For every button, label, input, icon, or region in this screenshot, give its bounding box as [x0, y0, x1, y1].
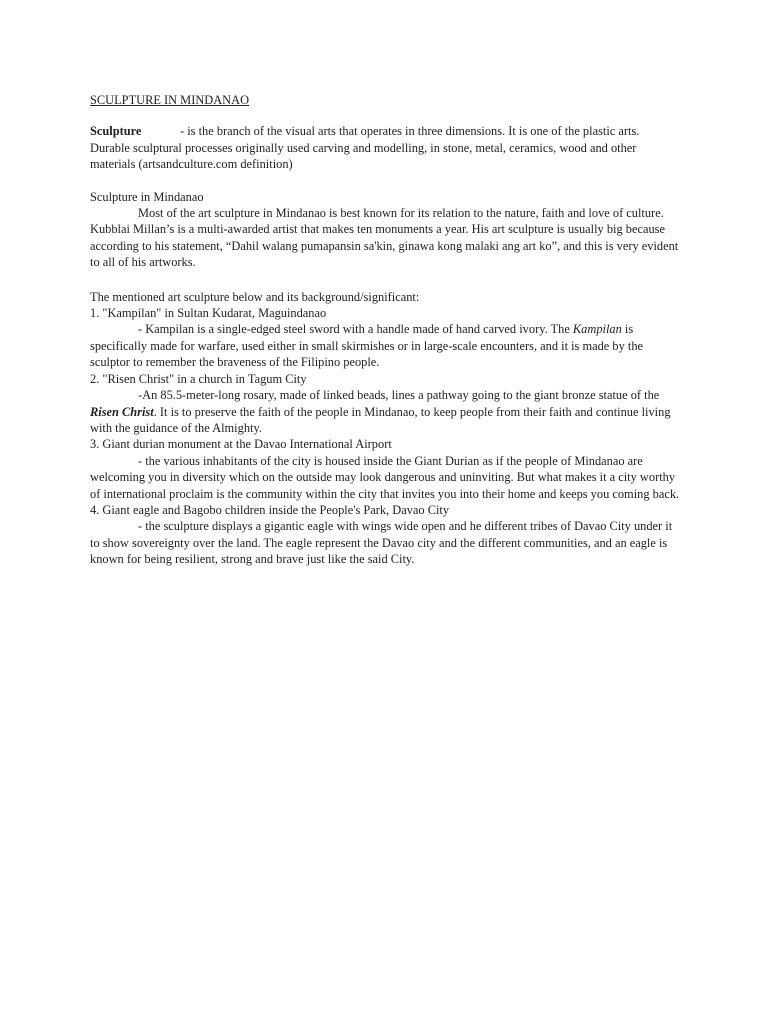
- item-heading: 2. "Risen Christ" in a church in Tagum City: [90, 371, 307, 386]
- item-body-text: - Kampilan is a single-edged steel sword with a handle made of hand carved ivory. The: [138, 322, 573, 337]
- list-intro: The mentioned art sculpture below and its background/significant:: [90, 289, 420, 304]
- item-body-text: . It is to preserve the faith of the people in Mindanao, to keep people from their faith and continue living with the guidance of the Almighty.: [90, 404, 671, 435]
- item-heading: 3. Giant durian monument at the Davao International Airport: [90, 437, 392, 452]
- item-body: - the sculpture displays a gigantic eagle with wings wide open and he different tribes of Davao City under it to show sovereignty over the land. The eagle represent the Davao city and the different communities, and an eagle is known for being resilient, strong and brave just like the said City.: [90, 519, 673, 567]
- list-item: [90, 502, 680, 568]
- item-emphasis: Risen Christ: [90, 404, 154, 419]
- item-heading: 4. Giant eagle and Bagobo children inside the People's Park, Davao City: [90, 502, 450, 517]
- document-page: [90, 92, 680, 568]
- definition-paragraph: [90, 123, 680, 172]
- item-body: [90, 387, 680, 436]
- list-item: [90, 436, 680, 502]
- document-title: SCULPTURE IN MINDANAO: [90, 93, 250, 107]
- definition-term: Sculpture: [90, 124, 142, 139]
- section-heading: Sculpture in Mindanao: [90, 189, 204, 204]
- item-body-text: -An 85.5-meter-long rosary, made of linked beads, lines a pathway going to the giant bronze statue of the: [138, 388, 660, 403]
- list-item: [90, 371, 680, 437]
- item-body: - the various inhabitants of the city is housed inside the Giant Durian as if the people of Mindanao are welcoming you in diversity which on the outside may look dangerous and uninviting. But what makes it a city worthy of international proclaim is the community within the city that invites you into their home and keeps you coming back.: [90, 453, 680, 501]
- item-heading: 1. "Kampilan" in Sultan Kudarat, Maguindanao: [90, 306, 327, 321]
- item-emphasis: Kampilan: [572, 322, 622, 337]
- intro-paragraph: Most of the art sculpture in Mindanao is best known for its relation to the nature, faith and love of culture. Kubblai Millan’s is a multi-awarded artist that makes ten monuments a year. His art sculpture is usually big because according to his statement, “Dahil walang pumapansin sa'kin, ginawa kong malaki ang art ko”, and this is very evident to all of his artworks.: [90, 206, 679, 270]
- list-item: [90, 305, 680, 371]
- definition-text: - is the branch of the visual arts that operates in three dimensions. It is one of the plastic arts. Durable sculptural processes originally used carving and modelling, in stone, metal, ceramics, wood and other materials (artsandculture.com definition): [90, 124, 640, 172]
- item-body: [90, 321, 680, 370]
- item-body-text: is specifically made for warfare, used either in small skirmishes or in large-scale encounters, and it is made by the sculptor to remember the braveness of the Filipino people.: [90, 322, 644, 370]
